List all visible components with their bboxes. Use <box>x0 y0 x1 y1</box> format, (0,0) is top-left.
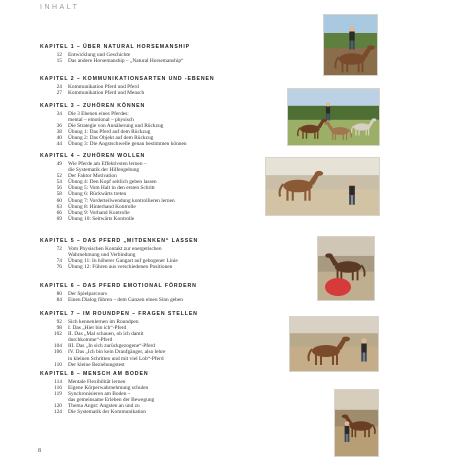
toc-entry[interactable] <box>40 216 280 222</box>
photo-horse-roundpen <box>289 316 379 372</box>
chapter-heading: KAPITEL 3 – ZUHÖREN KÖNNEN <box>40 103 146 109</box>
toc-entry-title: Die 3 Ebenen eines Pferdes: <box>68 111 129 117</box>
toc-entry-title: Übung 8: Hinterhand Kontrolle <box>68 203 136 210</box>
toc-entry-title: II. Das „Mal schauen, ob ich damit <box>68 331 144 338</box>
toc-entry-title: durchkomme“-Pferd <box>68 337 113 344</box>
toc-page-number: 44 <box>56 141 62 148</box>
chapter-section <box>40 153 280 222</box>
toc-page-number: 114 <box>54 379 62 385</box>
toc-entry[interactable] <box>40 58 280 64</box>
toc-entry-title: Sich kennenlernen im Roundpen <box>68 319 139 325</box>
chapter-section <box>40 238 280 270</box>
toc-entry-title: Übung 7: Vorderteilwendung kontrollieren lernen <box>68 197 175 204</box>
toc-entry-title: mental – emotional – physisch <box>68 117 134 124</box>
toc-entry-title: Übung 5: Vom Halt in den ersten Schritt <box>68 185 155 192</box>
toc-entry[interactable] <box>40 90 280 96</box>
toc-entry-title: die Systematik der Hilfengebung <box>68 167 140 174</box>
chapter-heading: KAPITEL 7 – IM ROUNDPEN – FRAGEN STELLEN <box>40 311 198 317</box>
page-title: INHALT <box>40 4 80 11</box>
toc-page-number: 27 <box>56 90 62 97</box>
toc-entry-title: Einen Dialog führen – dem Ganzen einen Sinn geben <box>68 297 183 304</box>
toc-entry-title: IV. Das „Ich bin kein Draufgänger, also lehre <box>68 349 166 356</box>
chapter-section <box>40 371 280 416</box>
toc-page-number: 36 <box>56 123 62 130</box>
toc-page-number: 84 <box>56 297 62 304</box>
chapter-section <box>40 76 280 96</box>
toc-entry-title: Synchronisieren am Boden – <box>68 391 131 398</box>
toc-entry-title: Übung 3: Die Angstschwelle genau bestimmen können <box>68 141 187 148</box>
toc-entry-title: Kommunikation Pferd und Pferd <box>68 84 139 90</box>
toc-page-number: 66 <box>56 209 62 216</box>
toc-entry[interactable] <box>40 409 280 415</box>
toc-page-number: 60 <box>56 197 62 204</box>
toc-page-number: 40 <box>56 135 62 142</box>
toc-page-number: 58 <box>56 191 62 198</box>
toc-page-number: 106 <box>53 349 62 356</box>
photo-rider-with-horses <box>287 88 380 146</box>
chapter-section <box>40 103 280 148</box>
toc-entry[interactable] <box>40 141 280 147</box>
toc-page-number: 80 <box>56 291 62 297</box>
toc-page-number: 54 <box>56 179 62 186</box>
toc-page-number: 124 <box>53 409 62 416</box>
toc-entry-title: Übung 10: Seitwärts Kontrolle <box>68 215 135 222</box>
toc-entry-title: Der kleine Beziehungstest <box>68 361 125 368</box>
toc-entry-title: Übung 6: Rückwärts treten <box>68 191 127 198</box>
toc-entry-title: Entwicklung und Geschichte <box>68 52 131 58</box>
toc-page-number: 110 <box>54 361 62 368</box>
toc-entry-title: Das andere Horsemanship – „Natural Horsemanship“ <box>68 58 184 65</box>
toc-entry-title: Übung 1: Das Pferd auf dem Rückzug <box>68 129 151 136</box>
toc-page-number: 69 <box>56 215 62 222</box>
toc-page-number: 120 <box>53 403 62 410</box>
toc-page-number: 56 <box>56 185 62 192</box>
toc-page-number: 92 <box>56 319 62 325</box>
toc-entry-title: Die Strategie von Annäherung und Rückzug <box>68 123 164 130</box>
toc-entry[interactable] <box>40 362 280 368</box>
toc-entry-title: Übung 4: Den Kopf seitlich geben lassen <box>68 179 157 186</box>
toc-entry-title: Thema Angst: Angsten an und zu <box>68 403 140 410</box>
chapter-heading: KAPITEL 8 – MENSCH AM BODEN <box>40 371 149 377</box>
toc-entry-title: Übung 11: In höherer Gangart auf gebogener Linie <box>68 258 178 265</box>
toc-entry[interactable] <box>40 264 280 270</box>
toc-entry-title: III. Das „In sich zurückgezogene“-Pferd <box>68 343 155 350</box>
toc-entry-title: Wahrnehmung und Verbindung <box>68 252 136 259</box>
photo-rearing-horse <box>334 389 379 457</box>
photo-horse-with-ball <box>317 236 375 301</box>
toc-entry-title: Übung 2: Das Objekt auf dem Rückzug <box>68 135 154 142</box>
toc-entry-title: das gemeinsame Erleben der Bewegung <box>68 397 155 404</box>
toc-page-number: 72 <box>56 246 62 252</box>
chapter-section <box>40 311 280 368</box>
toc-entry-title: Der Spielparcours <box>68 291 108 297</box>
toc-page-number: 38 <box>56 129 62 136</box>
toc-page-number: 24 <box>56 84 62 90</box>
photo-trainer-crouching <box>265 157 380 216</box>
toc-page-number: 12 <box>56 52 62 58</box>
photo-rider-on-horse <box>323 14 378 76</box>
chapter-heading: KAPITEL 4 – ZUHÖREN WOLLEN <box>40 153 146 159</box>
toc-page-number: 104 <box>53 343 62 350</box>
toc-entry[interactable] <box>40 297 280 303</box>
toc-page-number: 34 <box>56 111 62 117</box>
toc-entry-title: Die Systematik der Kommunikation <box>68 409 147 416</box>
toc-entry-title: Vom Physischen Kontakt zur energetischen <box>68 246 162 252</box>
page-number: 8 <box>38 448 41 454</box>
toc-entry-title: Mentale Flexibilität lernen <box>68 379 126 385</box>
chapter-heading: KAPITEL 2 – KOMMUNIKATIONSARTEN UND -EBENEN <box>40 76 215 82</box>
toc-entry-title: I. Das „Hier bin ich“-Pferd <box>68 325 127 332</box>
chapter-section <box>40 283 280 303</box>
toc-page-number: 49 <box>56 161 62 167</box>
toc-page-number: 74 <box>56 258 62 265</box>
toc-entry-title: Kommunikation Pferd und Mensch <box>68 90 145 97</box>
toc-entry-title: in kleinen Schritten und mit viel Lob“-Pferd <box>68 355 164 362</box>
toc-page-number: 63 <box>56 203 62 210</box>
toc-entry-title: Wie Pferde am Effektivsten lernen – <box>68 161 147 167</box>
toc-page-number: 15 <box>56 58 62 65</box>
toc-entry-title: Übung 12: Führen aus verschiedenen Positionen <box>68 264 173 271</box>
toc-entry-title: Übung 9: Vorhand Kontrolle <box>68 209 130 216</box>
chapter-heading: KAPITEL 1 – ÜBER NATURAL HORSEMANSHIP <box>40 44 191 50</box>
toc-page-number: 76 <box>56 264 62 271</box>
toc-entry-title: Der Faktor Motivation <box>68 173 117 180</box>
chapter-heading: KAPITEL 6 – DAS PFERD EMOTIONAL FÖRDERN <box>40 283 197 289</box>
toc-page-number: 102 <box>53 331 62 338</box>
toc-entry-title: Eigene Körperwahrnehmung schulen <box>68 385 149 392</box>
toc-page-number: 98 <box>56 325 62 332</box>
toc-page-number: 116 <box>54 385 62 392</box>
toc-page-number: 119 <box>54 391 62 398</box>
chapter-section <box>40 44 280 64</box>
toc-page-number: 52 <box>56 173 62 180</box>
chapter-heading: KAPITEL 5 – DAS PFERD „MITDENKEN“ LASSEN <box>40 238 199 244</box>
